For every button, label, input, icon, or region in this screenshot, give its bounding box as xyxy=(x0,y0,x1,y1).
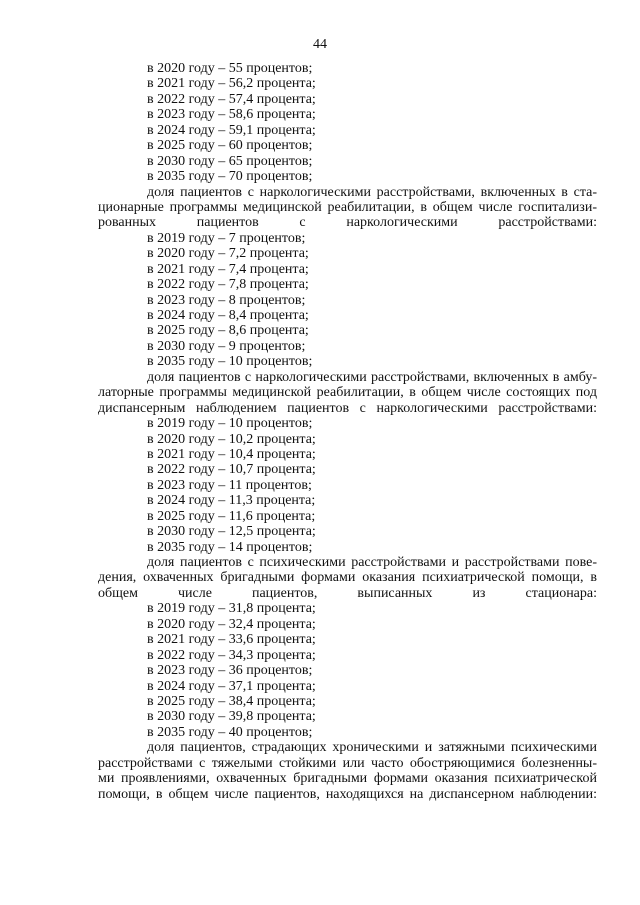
list-item: в 2035 году – 14 процентов; xyxy=(147,539,313,555)
list-item: в 2025 году – 38,4 процента; xyxy=(147,693,316,709)
paragraph-line: расстройствами с тяжелыми стойкими или часто обостряющимися болезненны- xyxy=(98,755,597,771)
list-item: в 2025 году – 8,6 процента; xyxy=(147,323,309,339)
year-value-list xyxy=(98,416,597,555)
paragraph-line: доля пациентов с наркологическими расстройствами, включенных в ста- xyxy=(147,184,597,200)
list-item: в 2025 году – 60 процентов; xyxy=(147,138,313,154)
list-item: в 2023 году – 58,6 процента; xyxy=(147,107,316,123)
paragraph-line: доля пациентов с психическими расстройствами и расстройствами пове- xyxy=(147,555,597,570)
list-item: в 2035 году – 40 процентов; xyxy=(147,724,313,740)
list-item: в 2020 году – 7,2 процента; xyxy=(147,246,309,262)
list-item: в 2021 году – 56,2 процента; xyxy=(147,76,316,92)
list-item: в 2023 году – 11 процентов; xyxy=(147,477,312,493)
list-item: в 2035 году – 70 процентов; xyxy=(147,169,313,185)
year-value-list xyxy=(98,601,597,740)
paragraph-line: доля пациентов с наркологическими расстройствами, включенных в амбу- xyxy=(147,369,597,385)
indicator-paragraph xyxy=(98,555,597,601)
paragraph-line: доля пациентов, страдающих хроническими и затяжными психическими xyxy=(147,740,597,756)
paragraph-line: общем числе пациентов, выписанных из стационара: xyxy=(98,585,597,601)
list-item: в 2021 году – 10,4 процента; xyxy=(147,446,316,462)
list-item: в 2035 году – 10 процентов; xyxy=(147,354,313,370)
paragraph-line: ми проявлениями, охваченных бригадными формами оказания психиатрической xyxy=(98,771,597,787)
list-item: в 2020 году – 55 процентов; xyxy=(147,61,313,76)
indicator-paragraph xyxy=(98,740,597,802)
list-item: в 2030 году – 9 процентов; xyxy=(147,338,306,354)
list-item: в 2020 году – 10,2 процента; xyxy=(147,431,316,447)
document-body xyxy=(98,61,597,802)
year-value-list xyxy=(98,231,597,370)
list-item: в 2022 году – 10,7 процента; xyxy=(147,462,316,478)
page-number: 44 xyxy=(313,37,327,52)
list-item: в 2030 году – 65 процентов; xyxy=(147,153,313,169)
list-item: в 2019 году – 7 процентов; xyxy=(147,230,306,246)
list-item: в 2024 году – 59,1 процента; xyxy=(147,122,316,138)
paragraph-line: ционарные программы медицинской реабилитации, в общем числе госпитализи- xyxy=(98,199,597,215)
list-item: в 2025 году – 11,6 процента; xyxy=(147,508,316,524)
list-item: в 2023 году – 8 процентов; xyxy=(147,292,306,308)
list-item: в 2023 году – 36 процентов; xyxy=(147,663,313,679)
indicator-paragraph xyxy=(98,185,597,231)
list-item: в 2022 году – 34,3 процента; xyxy=(147,647,316,663)
list-item: в 2022 году – 57,4 процента; xyxy=(147,91,316,107)
paragraph-line: дения, охваченных бригадными формами оказания психиатрической помощи, в xyxy=(98,570,597,586)
paragraph-line: латорные программы медицинской реабилитации, в общем числе состоящих под xyxy=(98,385,597,401)
paragraph-line: диспансерным наблюдением пациентов с наркологическими расстройствами: xyxy=(98,400,597,416)
list-item: в 2020 году – 32,4 процента; xyxy=(147,616,316,632)
indicator-paragraph xyxy=(98,370,597,416)
list-item: в 2030 году – 39,8 процента; xyxy=(147,709,316,725)
list-item: в 2030 году – 12,5 процента; xyxy=(147,524,316,540)
list-item: в 2021 году – 7,4 процента; xyxy=(147,261,309,277)
list-item: в 2024 году – 11,3 процента; xyxy=(147,493,316,509)
year-value-list xyxy=(98,61,597,185)
list-item: в 2021 году – 33,6 процента; xyxy=(147,632,316,648)
list-item: в 2022 году – 7,8 процента; xyxy=(147,277,309,293)
paragraph-line: рованных пациентов с наркологическими расстройствами: xyxy=(98,215,597,231)
list-item: в 2019 году – 10 процентов; xyxy=(147,416,313,432)
list-item: в 2024 году – 8,4 процента; xyxy=(147,308,309,323)
list-item: в 2019 году – 31,8 процента; xyxy=(147,601,316,617)
paragraph-line: помощи, в общем числе пациентов, находящихся на диспансерном наблюдении: xyxy=(98,786,597,802)
list-item: в 2024 году – 37,1 процента; xyxy=(147,678,316,694)
